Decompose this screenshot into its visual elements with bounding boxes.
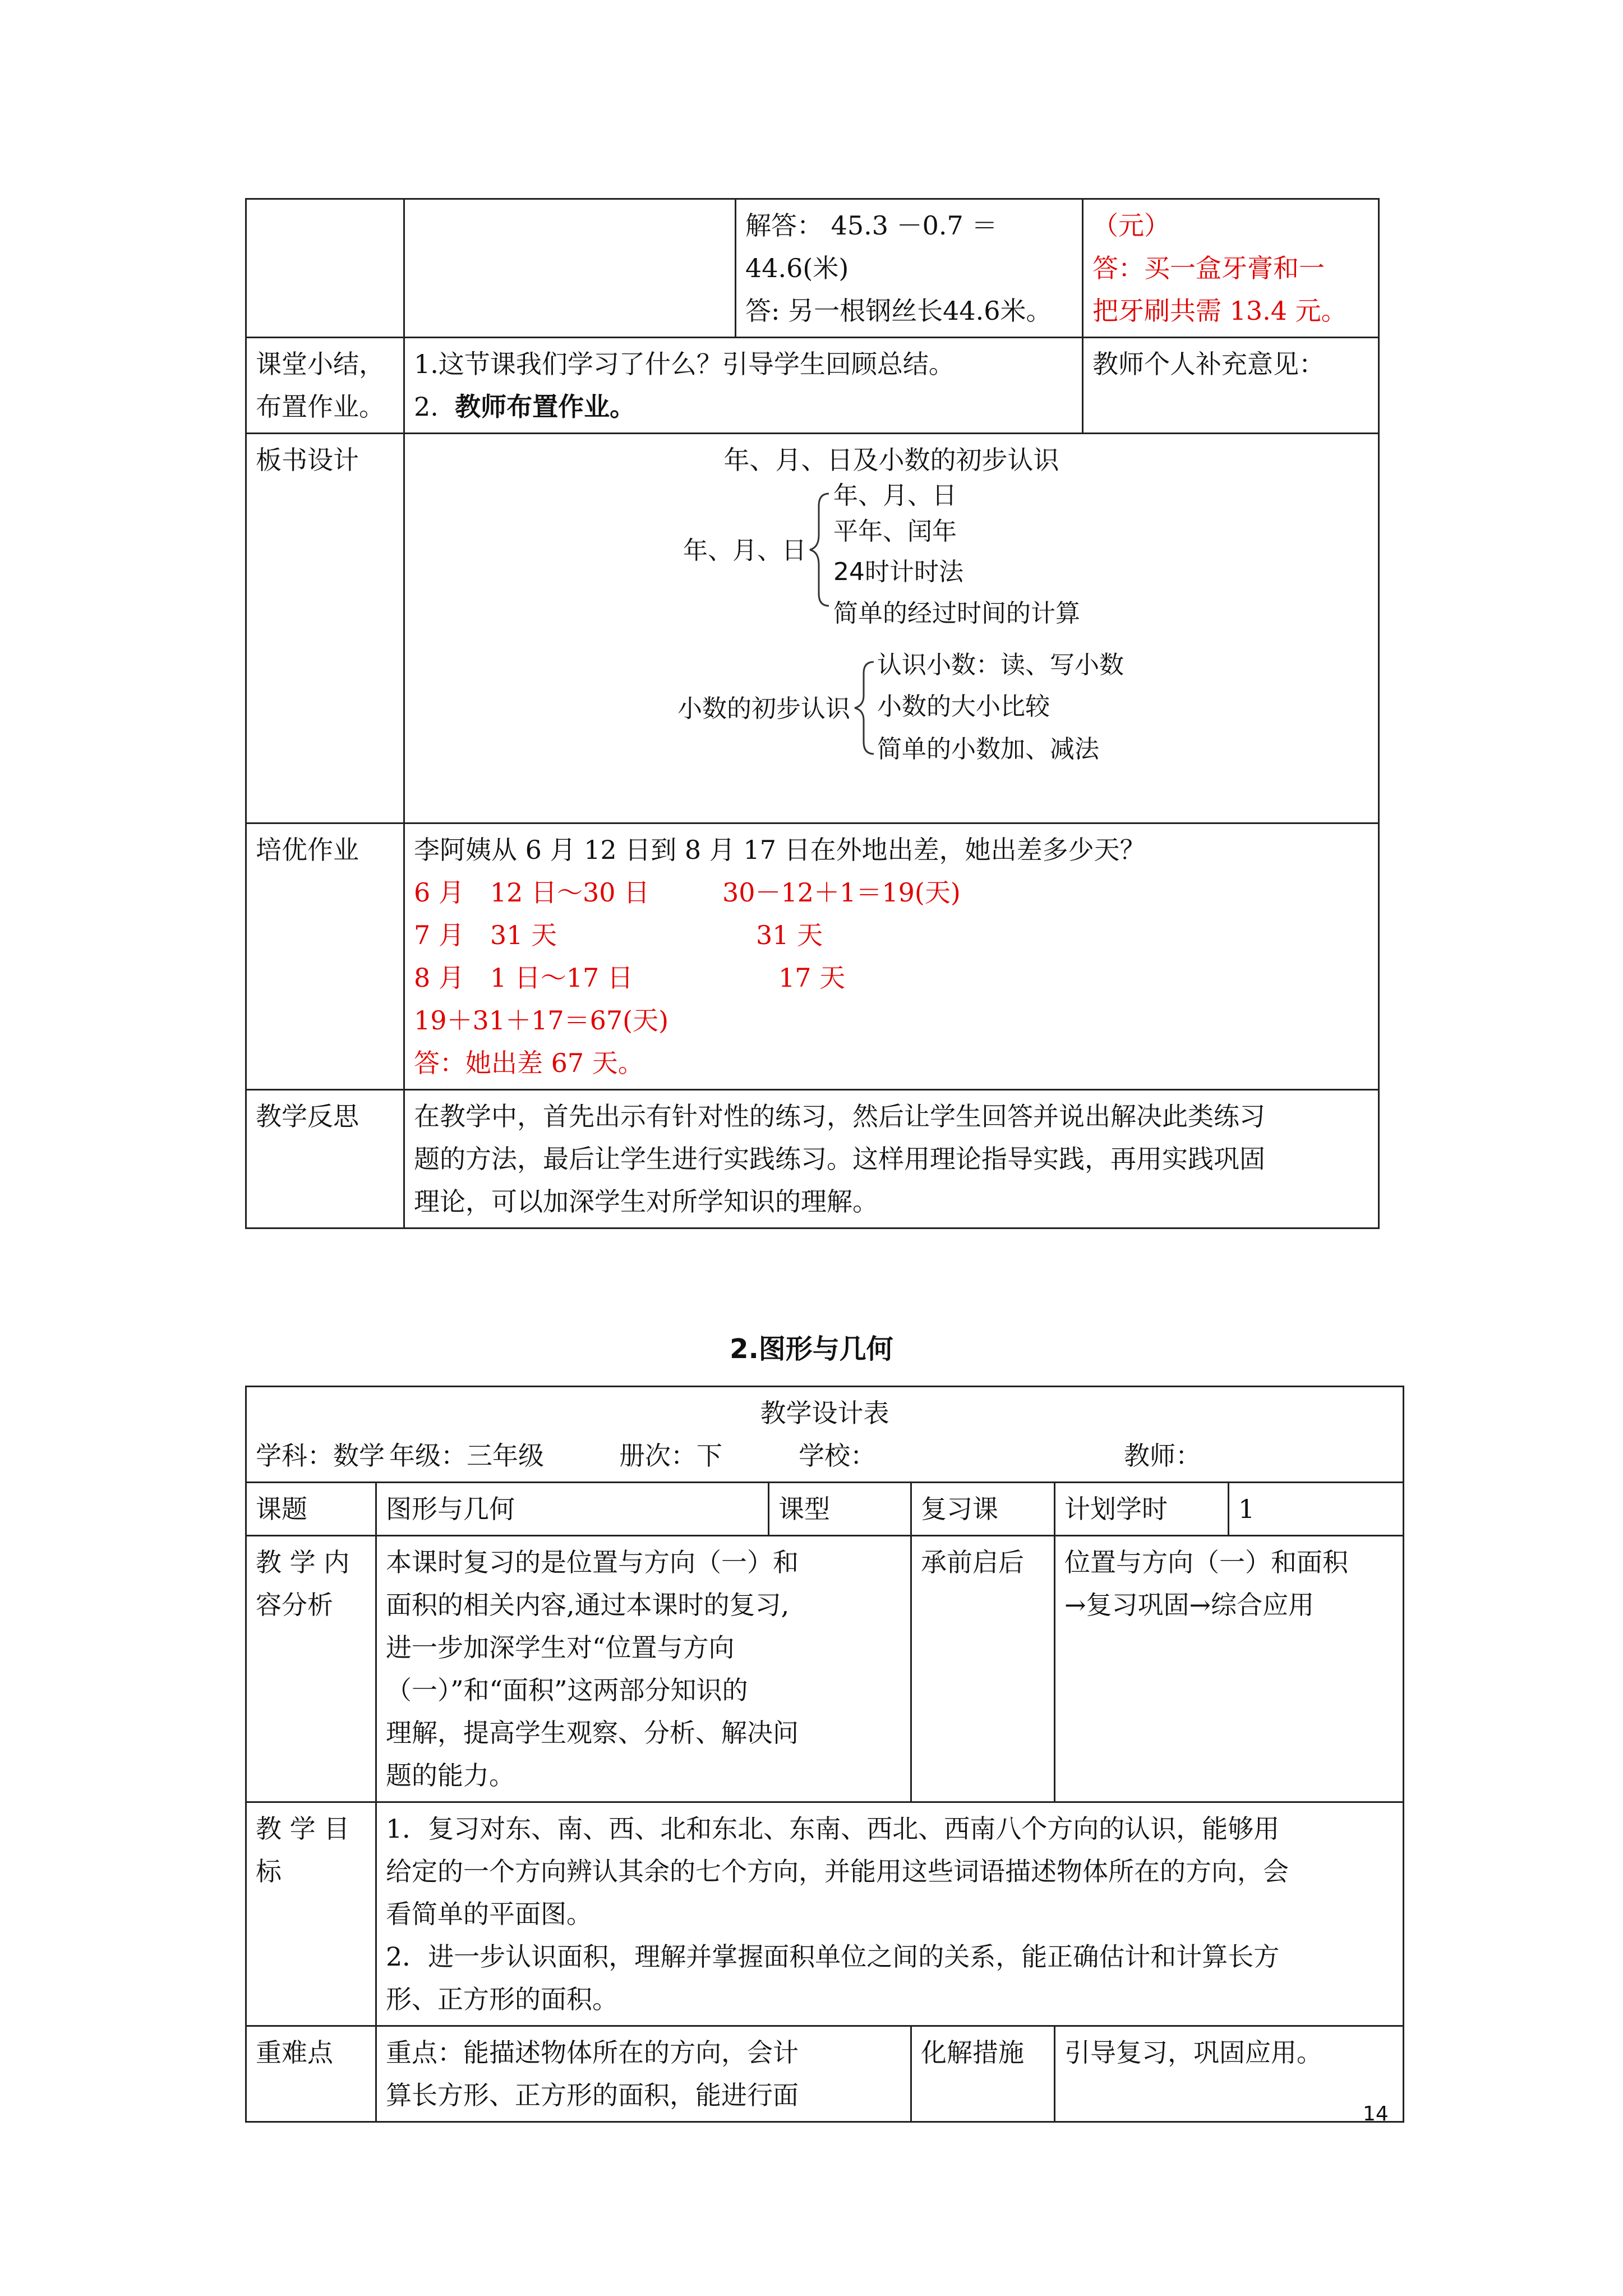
group1-item: 平年、闰年 xyxy=(833,517,957,546)
summary-label xyxy=(246,338,404,434)
analysis-content xyxy=(376,1536,911,1802)
brace-1 xyxy=(810,494,829,606)
analysis-line: 进一步加深学生对“位置与方向 xyxy=(386,1632,735,1663)
goal-line: 形、正方形的面积。 xyxy=(386,1984,618,2014)
topic-row xyxy=(246,1483,1404,1536)
extra-content xyxy=(404,823,1379,1090)
board-title: 年、月、日及小数的初步认识 xyxy=(723,445,1059,475)
summary-content xyxy=(404,338,1083,434)
analysis-line: 本课时复习的是位置与方向（一）和 xyxy=(386,1547,799,1577)
reflection-row xyxy=(246,1090,1379,1228)
analysis-line: 题的能力。 xyxy=(386,1760,515,1791)
type-label: 课型 xyxy=(769,1483,911,1536)
analysis-row xyxy=(246,1536,1404,1802)
goal-line: 给定的一个方向辨认其余的七个方向，并能用这些词语描述物体所在的方向，会 xyxy=(386,1856,1289,1887)
label-line: 布置作业。 xyxy=(256,392,385,422)
analysis-mid: 承前启后 xyxy=(911,1536,1055,1802)
group2-item: 认识小数：读、写小数 xyxy=(877,651,1124,679)
board-diagram xyxy=(414,481,1369,818)
meta-row xyxy=(246,1434,1404,1483)
calc-days: 31 天 xyxy=(756,920,823,950)
meta-teacher: 教师： xyxy=(1124,1441,1201,1471)
label-line: 教 学 目 xyxy=(256,1814,350,1844)
meta-volume: 册次：下 xyxy=(619,1441,722,1471)
answer-mid-cell xyxy=(736,199,1083,338)
group2-root: 小数的初步认识 xyxy=(677,694,850,723)
answer-line: 答: 另一根钢丝长44.6米。 xyxy=(745,296,1052,326)
extra-question: 李阿姨从 6 月 12 日到 8 月 17 日在外地出差，她出差多少天？ xyxy=(414,835,1146,865)
goal-line: 看简单的平面图。 xyxy=(386,1899,592,1929)
calc-line xyxy=(414,871,1369,914)
key-mid: 化解措施 xyxy=(911,2026,1055,2122)
board-label: 板书设计 xyxy=(246,434,404,823)
topic-label: 课题 xyxy=(246,1483,376,1536)
type-value: 复习课 xyxy=(911,1483,1055,1536)
calc-line xyxy=(414,914,1369,956)
teacher-note-cell: 教师个人补充意见： xyxy=(1083,338,1379,434)
topic-value: 图形与几何 xyxy=(376,1483,769,1536)
lesson-table-continued xyxy=(245,198,1380,1229)
page-number: 14 xyxy=(1363,2102,1389,2125)
extra-label: 培优作业 xyxy=(246,823,404,1090)
answer-right-cell xyxy=(1083,199,1379,338)
group1-item: 24时计时法 xyxy=(833,558,963,586)
key-label: 重难点 xyxy=(246,2026,376,2122)
hours-label: 计划学时 xyxy=(1055,1483,1229,1536)
reflection-line: 理论，可以加深学生对所学知识的理解。 xyxy=(414,1186,878,1217)
goal-row xyxy=(246,1802,1404,2026)
meta-cell xyxy=(246,1434,1404,1483)
reflection-content xyxy=(404,1090,1379,1228)
meta-subject: 学科：数学 xyxy=(256,1441,385,1471)
key-content xyxy=(376,2026,911,2122)
calc-answer: 答：她出差 67 天。 xyxy=(414,1048,644,1078)
calc-days: 30－12＋1＝19(天) xyxy=(722,877,961,908)
group1-root: 年、月、日 xyxy=(683,536,806,565)
extra-homework-row xyxy=(246,823,1379,1090)
analysis-label xyxy=(246,1536,376,1802)
brace-2 xyxy=(855,662,874,754)
summary-row xyxy=(246,338,1379,434)
item-text: 教师布置作业。 xyxy=(455,392,636,422)
meta-grade: 年级：三年级 xyxy=(389,1441,544,1471)
key-line: 重点：能描述物体所在的方向，会计 xyxy=(386,2037,799,2068)
teaching-design-table xyxy=(245,1386,1404,2123)
answer-line: 把牙刷共需 13.4 元。 xyxy=(1092,296,1347,326)
goal-label xyxy=(246,1802,376,2026)
group2-item: 简单的小数加、减法 xyxy=(877,735,1099,763)
table-header: 教学设计表 xyxy=(246,1387,1404,1435)
section-title: 2.图形与几何 xyxy=(730,1333,893,1365)
calc-sum: 19＋31＋17＝67(天) xyxy=(414,1005,669,1036)
calc-days: 17 天 xyxy=(778,963,846,993)
header-row xyxy=(246,1387,1404,1435)
hours-value: 1 xyxy=(1229,1483,1404,1536)
calc-month: 8 月 1 日～17 日 xyxy=(414,963,633,993)
key-points-row xyxy=(246,2026,1404,2122)
label-line: 教 学 内 xyxy=(256,1547,350,1577)
reflection-line: 在教学中，首先出示有针对性的练习，然后让学生回答并说出解决此类练习 xyxy=(414,1101,1265,1131)
answer-line: 44.6(米) xyxy=(745,253,849,283)
empty-cell xyxy=(404,199,736,338)
board-design-row xyxy=(246,434,1379,823)
analysis-right-line: 位置与方向（一）和面积 xyxy=(1064,1547,1348,1577)
analysis-line: （一）”和“面积”这两部分知识的 xyxy=(386,1675,748,1705)
goal-line: 2．进一步认识面积，理解并掌握面积单位之间的关系，能正确估计和计算长方 xyxy=(386,1941,1280,1972)
group2-item: 小数的大小比较 xyxy=(877,692,1050,721)
analysis-line: 理解，提高学生观察、分析、解决问 xyxy=(386,1718,799,1748)
goal-line: 1．复习对东、南、西、北和东北、东南、西北、西南八个方向的认识，能够用 xyxy=(386,1814,1280,1844)
group1-item: 年、月、日 xyxy=(833,481,957,510)
label-line: 课堂小结， xyxy=(256,349,385,379)
key-line: 算长方形、正方形的面积，能进行面 xyxy=(386,2080,799,2110)
item-number: 2. xyxy=(414,392,439,422)
calc-month: 7 月 31 天 xyxy=(414,920,557,950)
goal-content xyxy=(376,1802,1404,2026)
answer-line: 解答： 45.3 －0.7 ＝ xyxy=(745,210,998,241)
analysis-right xyxy=(1055,1536,1404,1802)
reflection-label: 教学反思 xyxy=(246,1090,404,1228)
empty-cell xyxy=(246,199,404,338)
calc-month: 6 月 12 日～30 日 xyxy=(414,877,650,908)
label-line: 标 xyxy=(256,1856,282,1887)
summary-item-2 xyxy=(414,385,1073,428)
summary-item-1: 1.这节课我们学习了什么？引导学生回顾总结。 xyxy=(414,349,955,379)
answer-row xyxy=(246,199,1379,338)
key-right: 引导复习，巩固应用。 xyxy=(1055,2026,1404,2122)
reflection-line: 题的方法，最后让学生进行实践练习。这样用理论指导实践，再用实践巩固 xyxy=(414,1144,1265,1174)
label-line: 容分析 xyxy=(256,1590,333,1620)
group1-item: 简单的经过时间的计算 xyxy=(833,599,1080,628)
meta-school: 学校： xyxy=(799,1441,876,1471)
calc-line xyxy=(414,956,1369,999)
answer-line: （元） xyxy=(1092,210,1170,241)
board-content xyxy=(404,434,1379,823)
analysis-right-line: →复习巩固→综合应用 xyxy=(1064,1590,1315,1620)
analysis-line: 面积的相关内容,通过本课时的复习, xyxy=(386,1590,790,1620)
answer-line: 答：买一盒牙膏和一 xyxy=(1092,253,1325,283)
